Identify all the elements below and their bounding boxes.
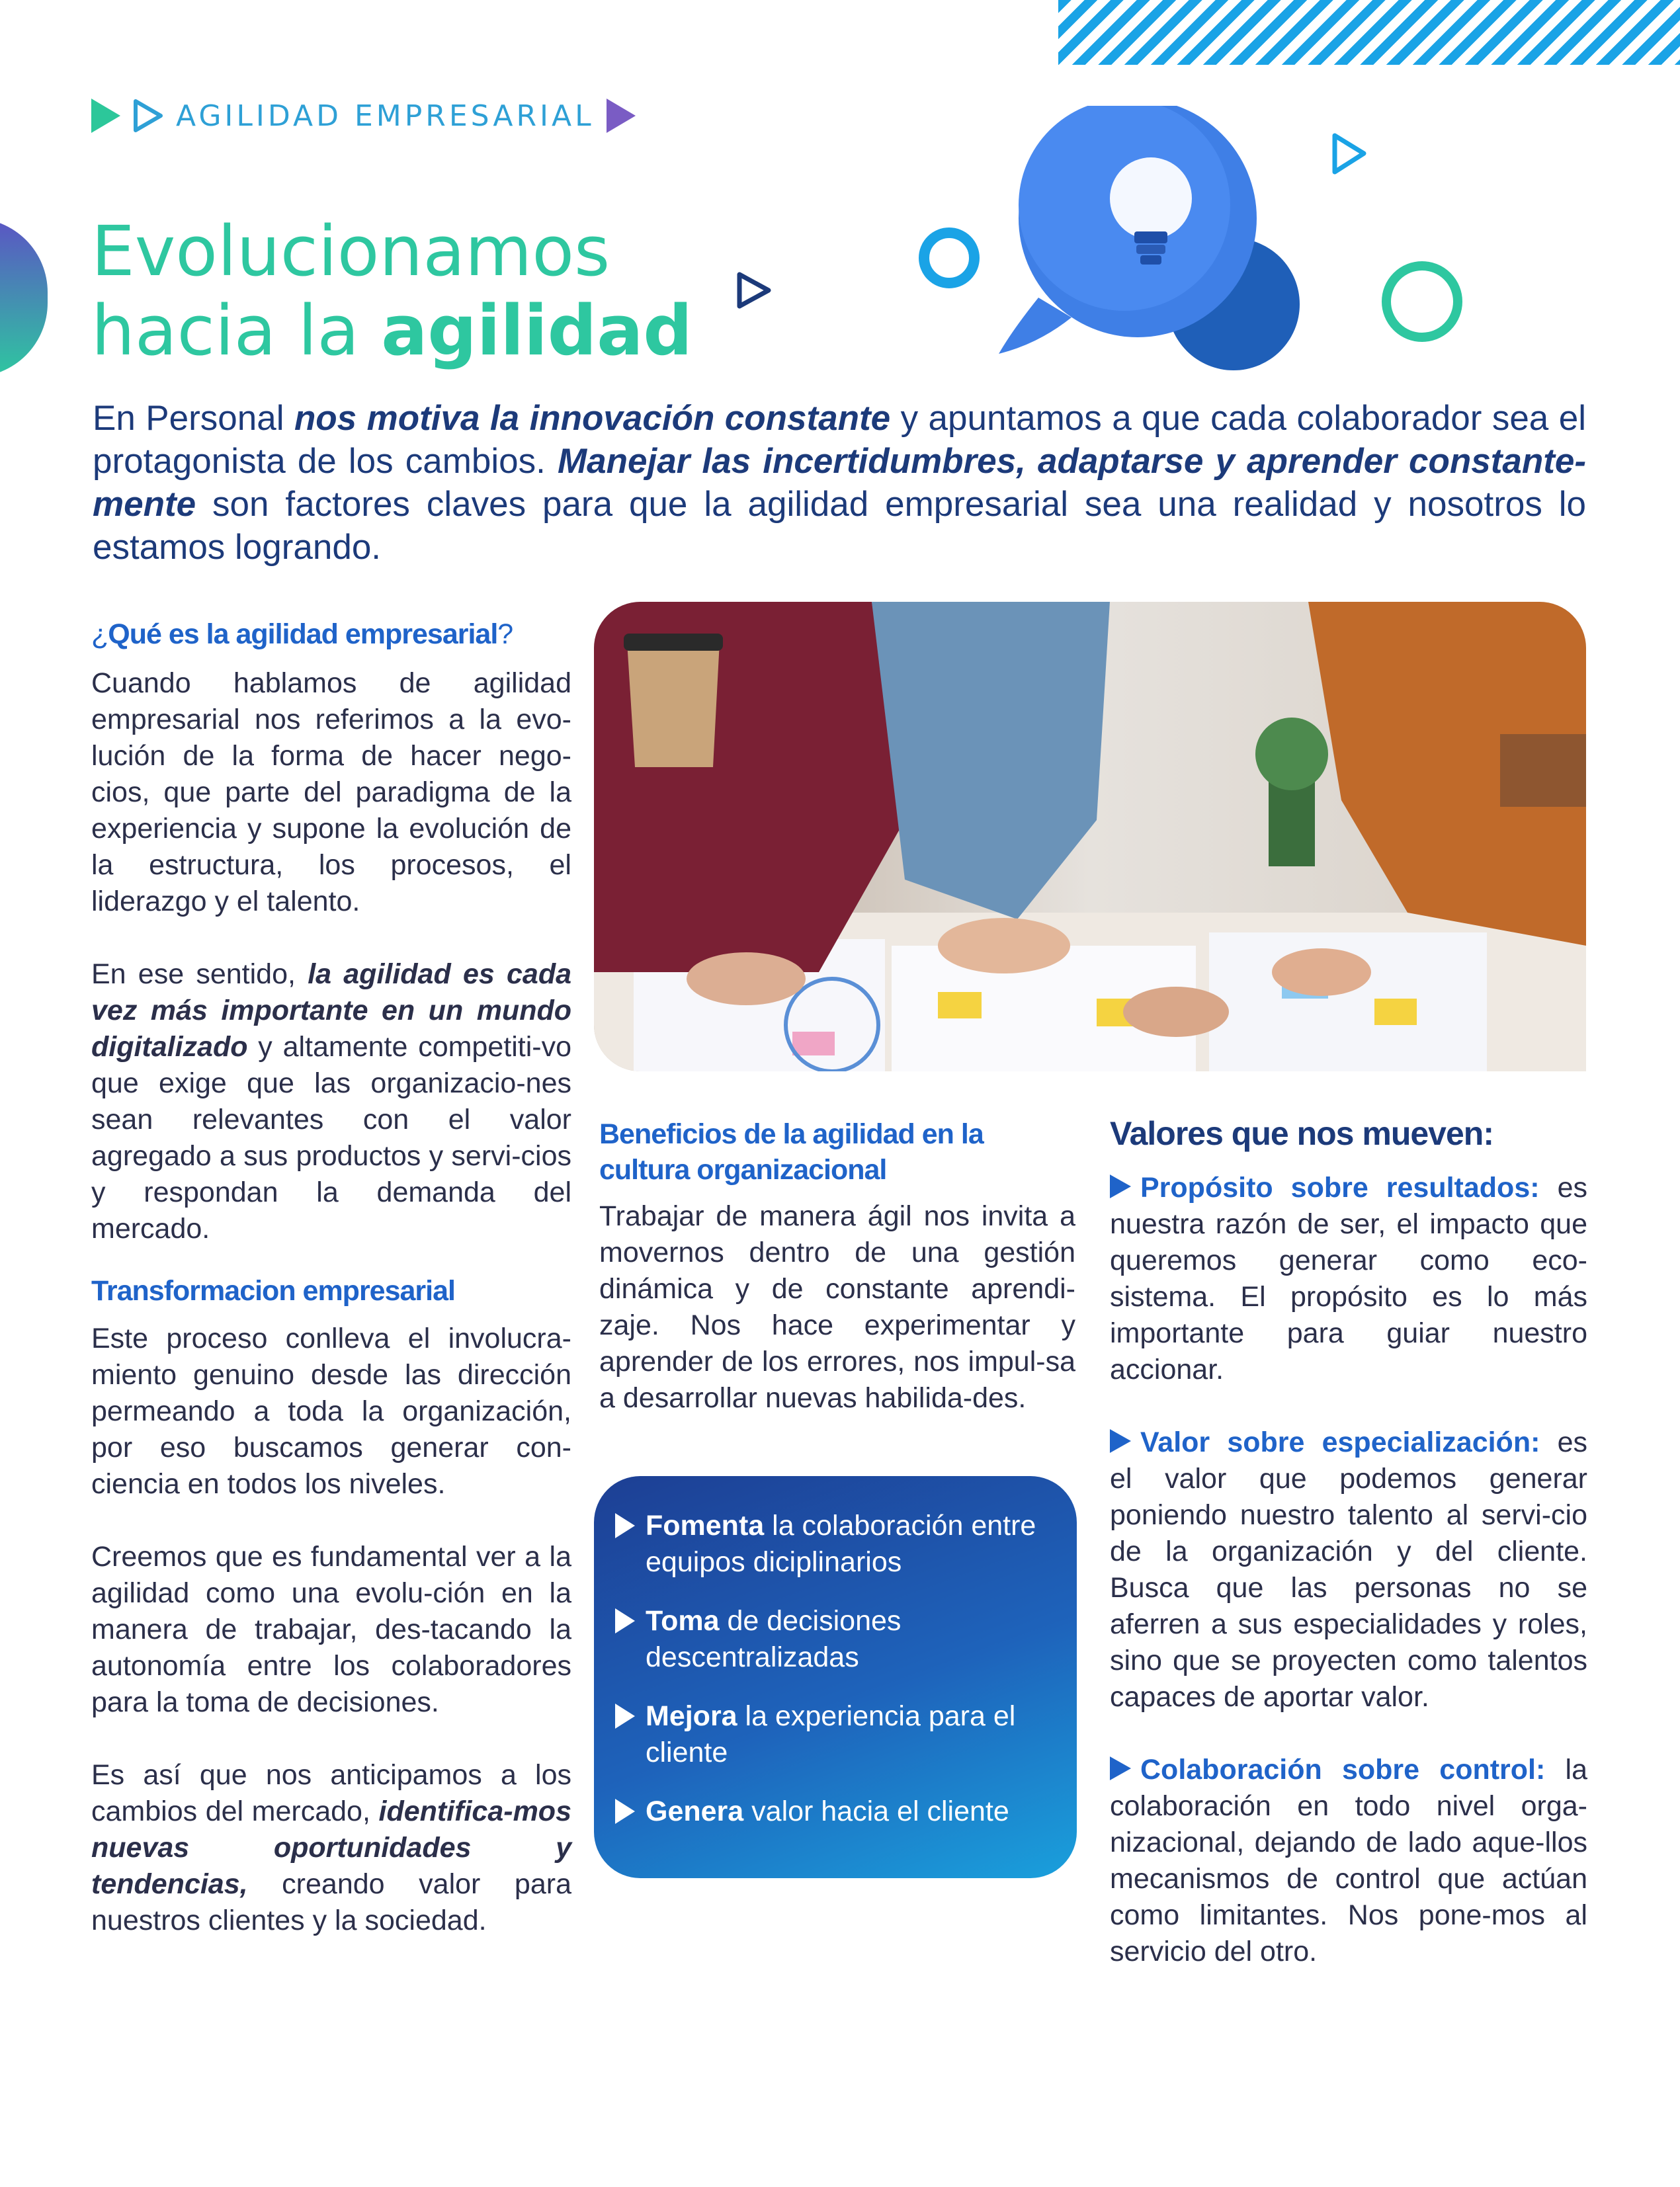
heading-valores: Valores que nos mueven:	[1110, 1115, 1493, 1152]
title-line-1: Evolucionamos	[91, 211, 610, 292]
title-line-2-prefix: hacia la	[91, 290, 382, 371]
intro-emphasis-1: nos motiva la innovación constante	[294, 399, 891, 438]
bullet-arrow-icon	[615, 1608, 635, 1633]
benefit-bold: Genera	[646, 1795, 744, 1827]
value-label: Valor sobre especialización:	[1140, 1426, 1540, 1458]
benefit-text	[646, 1508, 1058, 1581]
value-label: Propósito sobre resultados:	[1140, 1172, 1540, 1204]
paragraph-trabajar: Trabajar de manera ágil nos invita a movernos dentro de una gestión dinámica y de constante aprendi-zaje. Nos hace experimentar y aprender de los errores, nos impul-sa a desarrollar nuevas habilida-des.	[599, 1200, 1075, 1414]
bullet-arrow-icon	[615, 1704, 635, 1729]
play-arrow-icon	[91, 99, 120, 133]
play-arrow-cyan-icon	[1335, 136, 1364, 172]
decorative-arc	[0, 218, 48, 377]
para2-bold: la agilidad es cada vez más importante en un mundo digitalizado	[91, 958, 572, 1063]
title-line-2	[91, 291, 720, 370]
decorative-stripes	[1058, 0, 1680, 65]
value-item	[1110, 1752, 1587, 1970]
para5-pre: Es así que nos anticipamos a los cambios del mercado,	[91, 1759, 571, 1827]
heading-que-es-post: ?	[497, 618, 513, 650]
ring-green-icon	[1386, 266, 1458, 337]
value-text: es el valor que podemos generar poniendo nuestro talento al servi-cio de la organización y del cliente. Busca que las personas no se aferren a sus especialidades y roles, sino que se proyecten como talentos capaces de aportar valor.	[1110, 1426, 1587, 1713]
paragraph-sentido	[91, 956, 571, 1247]
paragraph-anticipamos	[91, 1757, 571, 1939]
heading-que-es-text: Qué es la agilidad empresarial	[108, 618, 498, 650]
intro-text-3: son factores claves para que la agilidad empresarial sea una realidad y nosotros lo estamos logrando.	[93, 485, 1586, 567]
title-line-2-bold: agilidad	[381, 290, 693, 371]
paragraph-creemos: Creemos que es fundamental ver a la agilidad como una evolu-ción en la manera de trabajar, des-tacando la autonomía entre los colaboradores para la toma de decisiones.	[91, 1541, 571, 1718]
intro-text-1: En Personal	[93, 399, 294, 438]
heading-que-es-pre: ¿	[91, 618, 108, 650]
value-item	[1110, 1424, 1587, 1715]
benefits-list	[615, 1508, 1058, 1852]
play-arrow-purple-icon	[607, 99, 636, 133]
page-title	[91, 212, 720, 370]
team-collaboration-photo	[594, 602, 1586, 1071]
benefit-rest: la experiencia para el cliente	[646, 1700, 1016, 1768]
value-text: es nuestra razón de ser, el impacto que queremos generar como eco-sistema. El propósito es lo más importante para guiar nuestro accionar.	[1110, 1172, 1587, 1385]
heading-beneficios: Beneficios de la agilidad en la cultura organizacional	[599, 1118, 984, 1186]
right-column	[1110, 1114, 1587, 1970]
section-label-text: AGILIDAD EMPRESARIAL	[176, 99, 595, 133]
benefit-bold: Mejora	[646, 1700, 737, 1732]
benefit-item	[615, 1508, 1058, 1581]
heading-que-es	[91, 618, 571, 651]
bullet-arrow-icon	[1110, 1429, 1131, 1453]
bullet-arrow-icon	[615, 1513, 635, 1538]
benefit-rest: valor hacia el cliente	[743, 1795, 1009, 1827]
middle-column	[599, 1116, 1075, 1417]
intro-emphasis-2: Manejar las incertidumbres, adaptarse y aprender constante-mente	[93, 442, 1587, 524]
para2-pre: En ese sentido,	[91, 958, 308, 990]
benefit-text	[646, 1603, 1058, 1676]
intro-paragraph	[93, 397, 1586, 569]
bullet-arrow-icon	[1110, 1756, 1131, 1780]
benefit-rest: la colaboración entre equipos diciplinarios	[646, 1510, 1036, 1578]
section-label	[91, 93, 636, 139]
intro-text-2: y apuntamos a que cada colaborador sea el protagonista de los cambios.	[93, 399, 1586, 481]
bullet-arrow-icon	[615, 1799, 635, 1824]
para5-post: creando valor para nuestros clientes y la sociedad.	[91, 1868, 571, 1936]
benefit-bold: Fomenta	[646, 1510, 765, 1542]
benefit-text	[646, 1698, 1058, 1771]
hero-illustration	[728, 106, 1508, 370]
benefits-box	[594, 1476, 1077, 1878]
para5-bold: identifica-mos nuevas oportunidades y tendencias,	[91, 1795, 571, 1900]
benefit-rest: de decisiones descentralizadas	[646, 1605, 902, 1673]
benefit-text	[646, 1794, 1009, 1830]
para2-post: y altamente competiti-vo que exige que las organizacio-nes sean relevantes con el valor agregado a sus productos y servi-cios y respondan la demanda del mercado.	[91, 1031, 571, 1245]
ring-blue-icon	[924, 233, 974, 283]
play-arrow-outline-icon	[132, 98, 164, 134]
benefit-item	[615, 1603, 1058, 1676]
left-column	[91, 618, 571, 1939]
play-arrow-small-icon	[739, 274, 769, 306]
paragraph-proceso: Este proceso conlleva el involucra-miento genuino desde las dirección permeando a toda la organización, por eso buscamos generar con-ciencia en todos los niveles.	[91, 1323, 571, 1500]
value-label: Colaboración sobre control:	[1140, 1754, 1546, 1786]
benefit-item	[615, 1698, 1058, 1771]
value-item	[1110, 1170, 1587, 1388]
benefit-bold: Toma	[646, 1605, 720, 1637]
paragraph-definicion: Cuando hablamos de agilidad empresarial nos referimos a la evo-lución de la forma de hacer nego-cios, que parte del paradigma de la experiencia y supone la evolución de la estructura, los procesos, el liderazgo y el talento.	[91, 667, 571, 917]
benefit-item	[615, 1794, 1058, 1830]
heading-transformacion: Transformacion empresarial	[91, 1275, 455, 1307]
bullet-arrow-icon	[1110, 1175, 1131, 1198]
value-text: la colaboración en todo nivel orga-nizacional, dejando de lado aque-llos mecanismos de control que actúan como limitantes. Nos pone-mos al servicio del otro.	[1110, 1754, 1587, 1967]
